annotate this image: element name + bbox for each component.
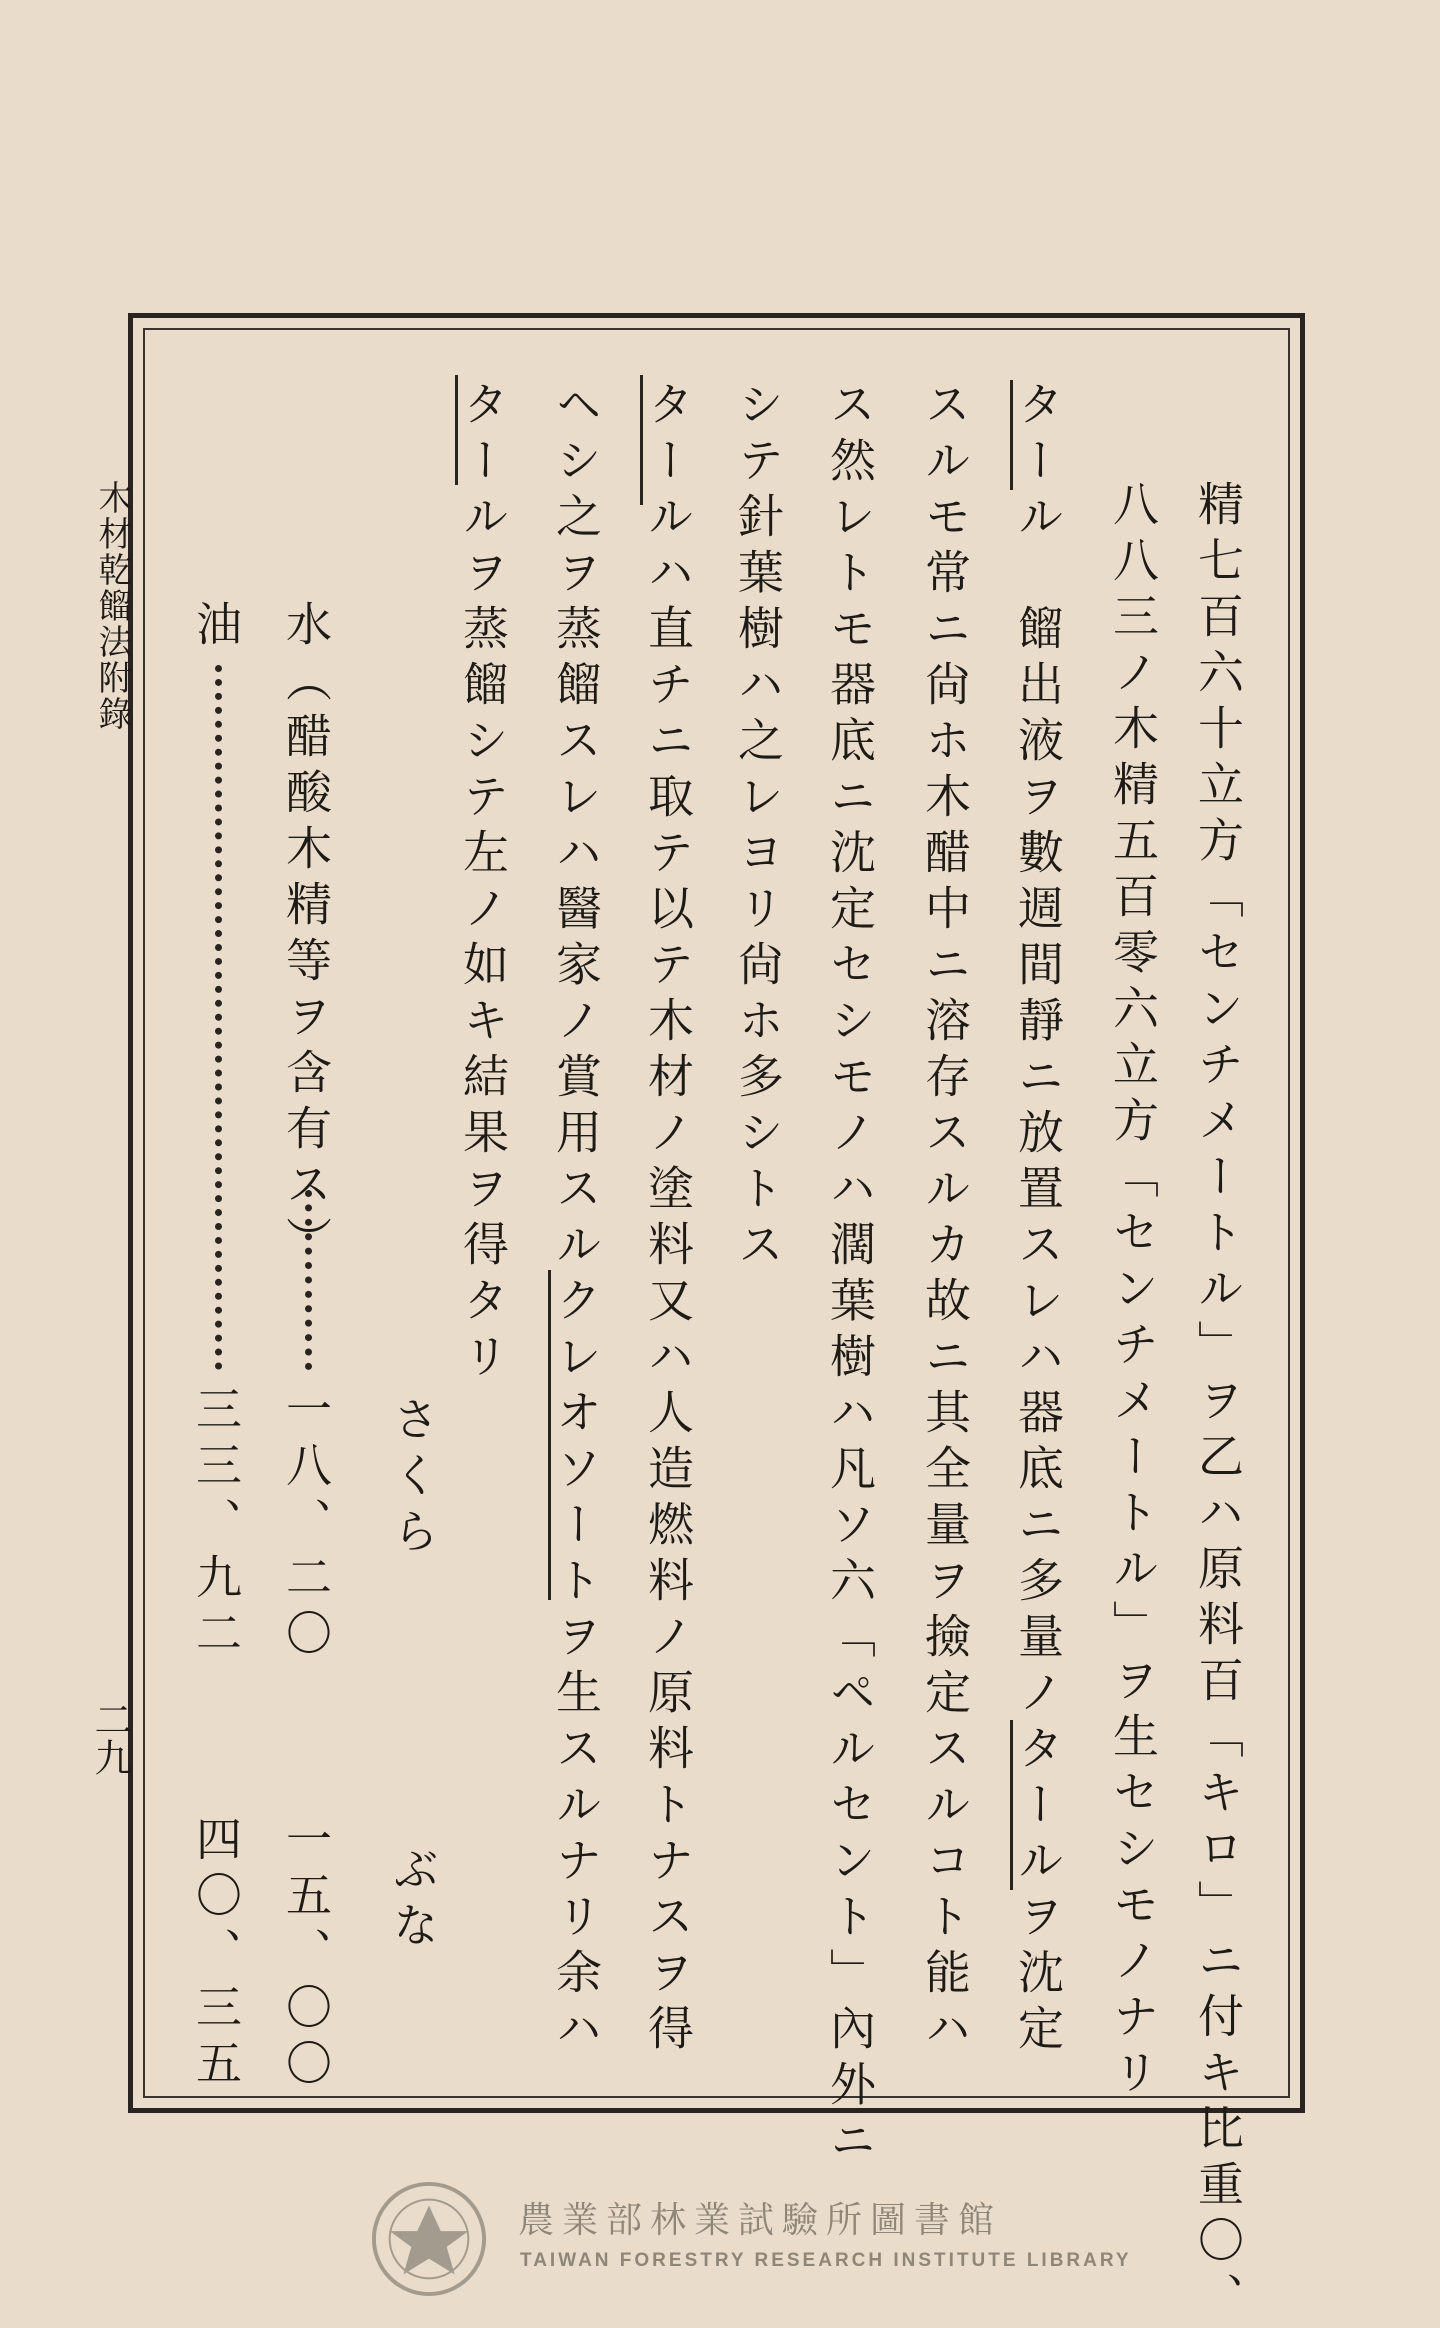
table-cell-oil-buna: 四〇、三五	[189, 1815, 243, 2095]
page-number: 二九	[88, 1700, 132, 1776]
library-footer	[370, 2180, 1132, 2290]
term-marker-line	[1010, 380, 1013, 490]
library-name-chinese: 農業部林業試驗所圖書館	[518, 2200, 1003, 2241]
column-header-sakura: さくら	[386, 1395, 440, 1563]
text-column-3: タール 餾出液ヲ數週間靜ニ放置スレハ器底ニ多量ノタールヲ沈定	[1011, 380, 1065, 2060]
text-column-6: シテ針葉樹ハ之レヨリ尙ホ多シトス	[731, 380, 785, 1276]
text-column-5: ス然レトモ器底ニ沈定セシモノハ濶葉樹ハ凡ソ六「ペルセント」內外ニ	[823, 380, 877, 2172]
text-column-1: 精七百六十立方「センチメートル」ヲ乙ハ原料百「キロ」ニ付キ比重〇、	[1191, 480, 1245, 2328]
dot-leader	[215, 665, 222, 1370]
dot-leader	[305, 1190, 312, 1370]
term-marker-line	[1010, 1720, 1013, 1890]
text-column-9: タールヲ蒸餾シテ左ノ如キ結果ヲ得タリ	[456, 380, 510, 1388]
table-cell-oil-sakura: 三三、九二	[189, 1385, 243, 1665]
text-column-7: タールハ直チニ取テ以テ木材ノ塗料又ハ人造燃料ノ原料トナスヲ得	[641, 380, 695, 2060]
text-column-8: ヘシ之ヲ蒸餾スレハ醫家ノ賞用スルクレオソートヲ生スルナリ余ハ	[549, 380, 603, 2060]
text-column-2: 八八三ノ木精五百零六立方「センチメートル」ヲ生セシモノナリ	[1106, 480, 1160, 2104]
term-marker-line	[455, 375, 458, 485]
table-cell-water-buna: 一五、〇〇	[279, 1815, 333, 2095]
term-marker-line	[548, 1270, 551, 1600]
library-seal-icon	[370, 2180, 488, 2298]
term-marker-line	[640, 375, 643, 505]
table-row-label-water: 水（醋酸木精等ヲ含有ス）	[279, 600, 333, 1272]
table-cell-water-sakura: 一八、二〇	[279, 1385, 333, 1665]
table-row-label-oil: 油	[189, 600, 243, 656]
text-column-4: スルモ常ニ尙ホ木醋中ニ溶存スルカ故ニ其全量ヲ撿定スルコト能ハ	[918, 380, 972, 2060]
running-head: 木材乾餾法附錄	[92, 480, 132, 732]
library-name-english: TAIWAN FORESTRY RESEARCH INSTITUTE LIBRARY	[520, 2250, 1132, 2271]
column-header-buna: ぶな	[386, 1845, 440, 1957]
